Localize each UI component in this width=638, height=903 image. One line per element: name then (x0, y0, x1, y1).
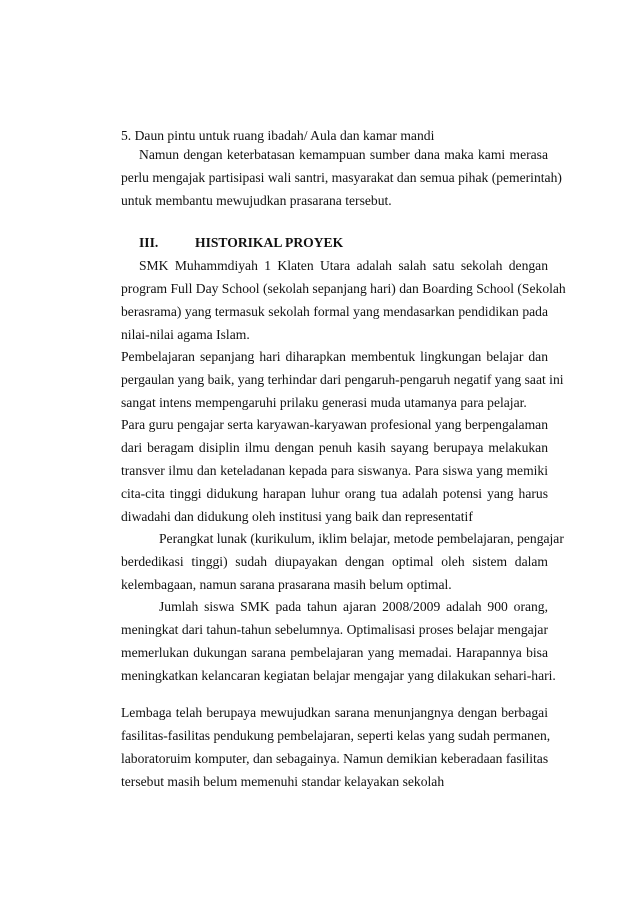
paragraph-software-line-1: Perangkat lunak (kurikulum, iklim belajar, metode pembelajaran, pengajar (159, 531, 564, 546)
paragraph-school-line-4: nilai-nilai agama Islam. (121, 327, 250, 342)
paragraph-funding-line-2: perlu mengajak partisipasi wali santri, masyarakat dan semua pihak (pemerintah) (121, 170, 562, 185)
paragraph-facilities-line-3: laboratoruim komputer, dan sebagainya. Namun demikian keberadaan fasilitas (121, 751, 549, 766)
list-item-5: 5. Daun pintu untuk ruang ibadah/ Aula dan kamar mandi (121, 128, 435, 143)
paragraph-students-line-4: meningkatkan kelancaran kegiatan belajar mengajar yang dilakukan sehari-hari. (121, 668, 556, 683)
paragraph-facilities-line-1: Lembaga telah berupaya mewujudkan sarana menunjangnya dengan berbagai (121, 705, 548, 720)
paragraph-teachers-line-4: cita-cita tinggi didukung harapan luhur orang tua adalah potensi yang harus (121, 486, 548, 501)
paragraph-software-line-3: kelembagaan, namun sarana prasarana masih belum optimal. (121, 577, 452, 592)
paragraph-funding-line-1: Namun dengan keterbatasan kemampuan sumber dana maka kami merasa (139, 147, 548, 162)
paragraph-facilities-line-2: fasilitas-fasilitas pendukung pembelajaran, seperti kelas yang sudah permanen, (121, 728, 551, 743)
paragraph-learning-line-1: Pembelajaran sepanjang hari diharapkan membentuk lingkungan belajar dan (121, 349, 548, 364)
section-title: HISTORIKAL PROYEK (195, 235, 344, 250)
paragraph-learning-line-2: pergaulan yang baik, yang terhindar dari pengaruh-pengaruh negatif yang saat ini (121, 372, 564, 387)
paragraph-teachers-line-1: Para guru pengajar serta karyawan-karyawan profesional yang berpengalaman (121, 417, 548, 432)
paragraph-students-line-1: Jumlah siswa SMK pada tahun ajaran 2008/2009 adalah 900 orang, (159, 599, 548, 614)
paragraph-school-line-1: SMK Muhammdiyah 1 Klaten Utara adalah salah satu sekolah dengan (139, 258, 548, 273)
paragraph-students-line-2: meningkat dari tahun-tahun sebelumnya. Optimalisasi proses belajar mengajar (121, 622, 548, 637)
paragraph-learning-line-3: sangat intens mempengaruhi prilaku generasi muda utamanya para pelajar. (121, 395, 527, 410)
paragraph-school-line-2: program Full Day School (sekolah sepanjang hari) dan Boarding School (Sekolah (121, 281, 566, 296)
paragraph-students-line-3: memerlukan dukungan sarana pembelajaran yang memadai. Harapannya bisa (121, 645, 548, 660)
section-heading (139, 234, 343, 251)
paragraph-funding-line-3: untuk membantu mewujudkan prasarana tersebut. (121, 193, 392, 208)
paragraph-teachers-line-2: dari beragam disiplin ilmu dengan penuh kasih sayang berupaya melakukan (121, 440, 548, 455)
paragraph-school-line-3: berasrama) yang termasuk sekolah formal yang mendasarkan pendidikan pada (121, 304, 548, 319)
paragraph-teachers-line-3: transver ilmu dan keteladanan kepada para siswanya. Para siswa yang memiki (121, 463, 548, 478)
paragraph-teachers-line-5: diwadahi dan didukung oleh institusi yang baik dan representatif (121, 509, 473, 524)
paragraph-software-line-2: berdedikasi tinggi) sudah diupayakan dengan optimal oleh sistem dalam (121, 554, 548, 569)
paragraph-facilities-line-4: tersebut masih belum memenuhi standar kelayakan sekolah (121, 774, 445, 789)
section-number: III. (139, 235, 159, 250)
